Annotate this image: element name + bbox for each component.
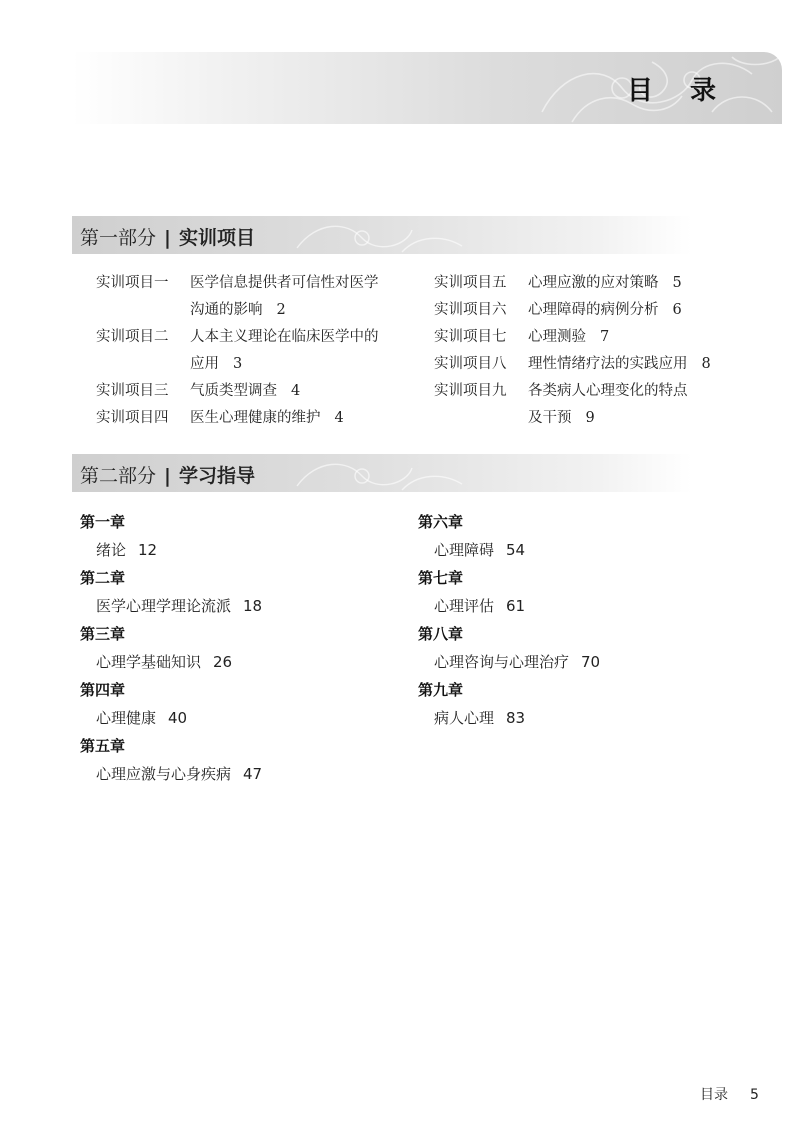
chapter-title: 心理咨询与心理治疗 xyxy=(434,653,570,671)
training-title-line: 应用 xyxy=(190,356,219,372)
chapter-heading: 第四章 xyxy=(80,681,126,699)
chapter-list-left xyxy=(80,508,400,788)
section-name: 学习指导 xyxy=(178,465,255,487)
training-label: 实训项目二 xyxy=(96,329,169,345)
list-item[interactable] xyxy=(96,270,416,324)
section-name: 实训项目 xyxy=(178,227,255,249)
training-title-line: 医生心理健康的维护 xyxy=(190,410,321,426)
page-number: 5 xyxy=(672,275,682,291)
page-number: 12 xyxy=(138,541,158,559)
list-item[interactable] xyxy=(80,508,400,564)
list-item[interactable] xyxy=(418,508,758,564)
chapter-heading: 第一章 xyxy=(80,513,126,531)
list-item[interactable] xyxy=(434,324,774,351)
training-label: 实训项目八 xyxy=(434,356,507,372)
section-separator: | xyxy=(164,465,171,487)
chapter-heading: 第二章 xyxy=(80,569,126,587)
section-bar-part2 xyxy=(72,454,692,492)
chapter-heading: 第八章 xyxy=(418,625,464,643)
page-number: 9 xyxy=(585,410,595,426)
page-number: 54 xyxy=(506,541,526,559)
training-label: 实训项目三 xyxy=(96,383,169,399)
training-label: 实训项目九 xyxy=(434,383,507,399)
page-number: 2 xyxy=(276,302,286,318)
training-title-line: 各类病人心理变化的特点 xyxy=(528,383,688,399)
chapter-title: 绪论 xyxy=(96,541,127,559)
chapter-title: 心理评估 xyxy=(434,597,495,615)
chapter-title: 医学心理学理论流派 xyxy=(96,597,232,615)
list-item[interactable] xyxy=(80,676,400,732)
list-item[interactable] xyxy=(434,351,774,378)
training-label: 实训项目一 xyxy=(96,275,169,291)
section-title-part2 xyxy=(80,461,255,488)
training-label: 实训项目六 xyxy=(434,302,507,318)
page-number: 4 xyxy=(291,383,301,399)
training-list-right xyxy=(434,270,774,432)
page-number: 6 xyxy=(672,302,682,318)
page-number: 26 xyxy=(213,653,233,671)
page-number: 3 xyxy=(233,356,243,372)
training-label: 实训项目七 xyxy=(434,329,507,345)
chapter-heading: 第七章 xyxy=(418,569,464,587)
training-title-line: 医学信息提供者可信性对医学 xyxy=(190,275,379,291)
page-number: 18 xyxy=(243,597,263,615)
ornament-pattern-icon xyxy=(292,454,472,492)
section-bar-part1 xyxy=(72,216,692,254)
chapter-title: 心理应激与心身疾病 xyxy=(96,765,232,783)
chapter-heading: 第六章 xyxy=(418,513,464,531)
training-title-line: 沟通的影响 xyxy=(190,302,263,318)
section-part-label: 第一部分 xyxy=(80,227,157,249)
chapter-list-right xyxy=(418,508,758,732)
page-number: 40 xyxy=(168,709,188,727)
section-separator: | xyxy=(164,227,171,249)
chapter-title: 心理学基础知识 xyxy=(96,653,202,671)
training-title-line: 气质类型调查 xyxy=(190,383,277,399)
page-number: 83 xyxy=(506,709,526,727)
training-title-line: 心理测验 xyxy=(528,329,586,345)
page-title: 目 录 xyxy=(626,76,730,106)
list-item[interactable] xyxy=(418,676,758,732)
chapter-heading: 第五章 xyxy=(80,737,126,755)
list-item[interactable] xyxy=(434,297,774,324)
training-label: 实训项目五 xyxy=(434,275,507,291)
chapter-heading: 第三章 xyxy=(80,625,126,643)
chapter-title: 病人心理 xyxy=(434,709,495,727)
training-title-line: 人本主义理论在临床医学中的 xyxy=(190,329,379,345)
list-item[interactable] xyxy=(80,620,400,676)
page-number: 8 xyxy=(701,356,711,372)
training-title-line: 理性情绪疗法的实践应用 xyxy=(528,356,688,372)
page-number: 4 xyxy=(334,410,344,426)
ornament-pattern-icon xyxy=(292,216,472,254)
footer-page-number: 5 xyxy=(750,1087,759,1103)
page-footer xyxy=(700,1084,759,1104)
list-item[interactable] xyxy=(96,324,416,378)
section-title-part1 xyxy=(80,223,255,250)
training-title-line: 心理障碍的病例分析 xyxy=(528,302,659,318)
list-item[interactable] xyxy=(80,732,400,788)
page-number: 61 xyxy=(506,597,526,615)
training-list-left xyxy=(96,270,416,432)
training-label: 实训项目四 xyxy=(96,410,169,426)
chapter-title: 心理健康 xyxy=(96,709,157,727)
list-item[interactable] xyxy=(418,620,758,676)
page-number: 7 xyxy=(600,329,610,345)
header-banner xyxy=(72,52,782,124)
list-item[interactable] xyxy=(96,378,416,405)
training-title-line: 心理应激的应对策略 xyxy=(528,275,659,291)
chapter-heading: 第九章 xyxy=(418,681,464,699)
page-number: 47 xyxy=(243,765,263,783)
list-item[interactable] xyxy=(96,405,416,432)
footer-label: 目录 xyxy=(700,1087,728,1103)
page-number: 70 xyxy=(581,653,601,671)
list-item[interactable] xyxy=(80,564,400,620)
section-part-label: 第二部分 xyxy=(80,465,157,487)
chapter-title: 心理障碍 xyxy=(434,541,495,559)
list-item[interactable] xyxy=(434,378,774,432)
list-item[interactable] xyxy=(434,270,774,297)
training-title-line: 及干预 xyxy=(528,410,572,426)
list-item[interactable] xyxy=(418,564,758,620)
